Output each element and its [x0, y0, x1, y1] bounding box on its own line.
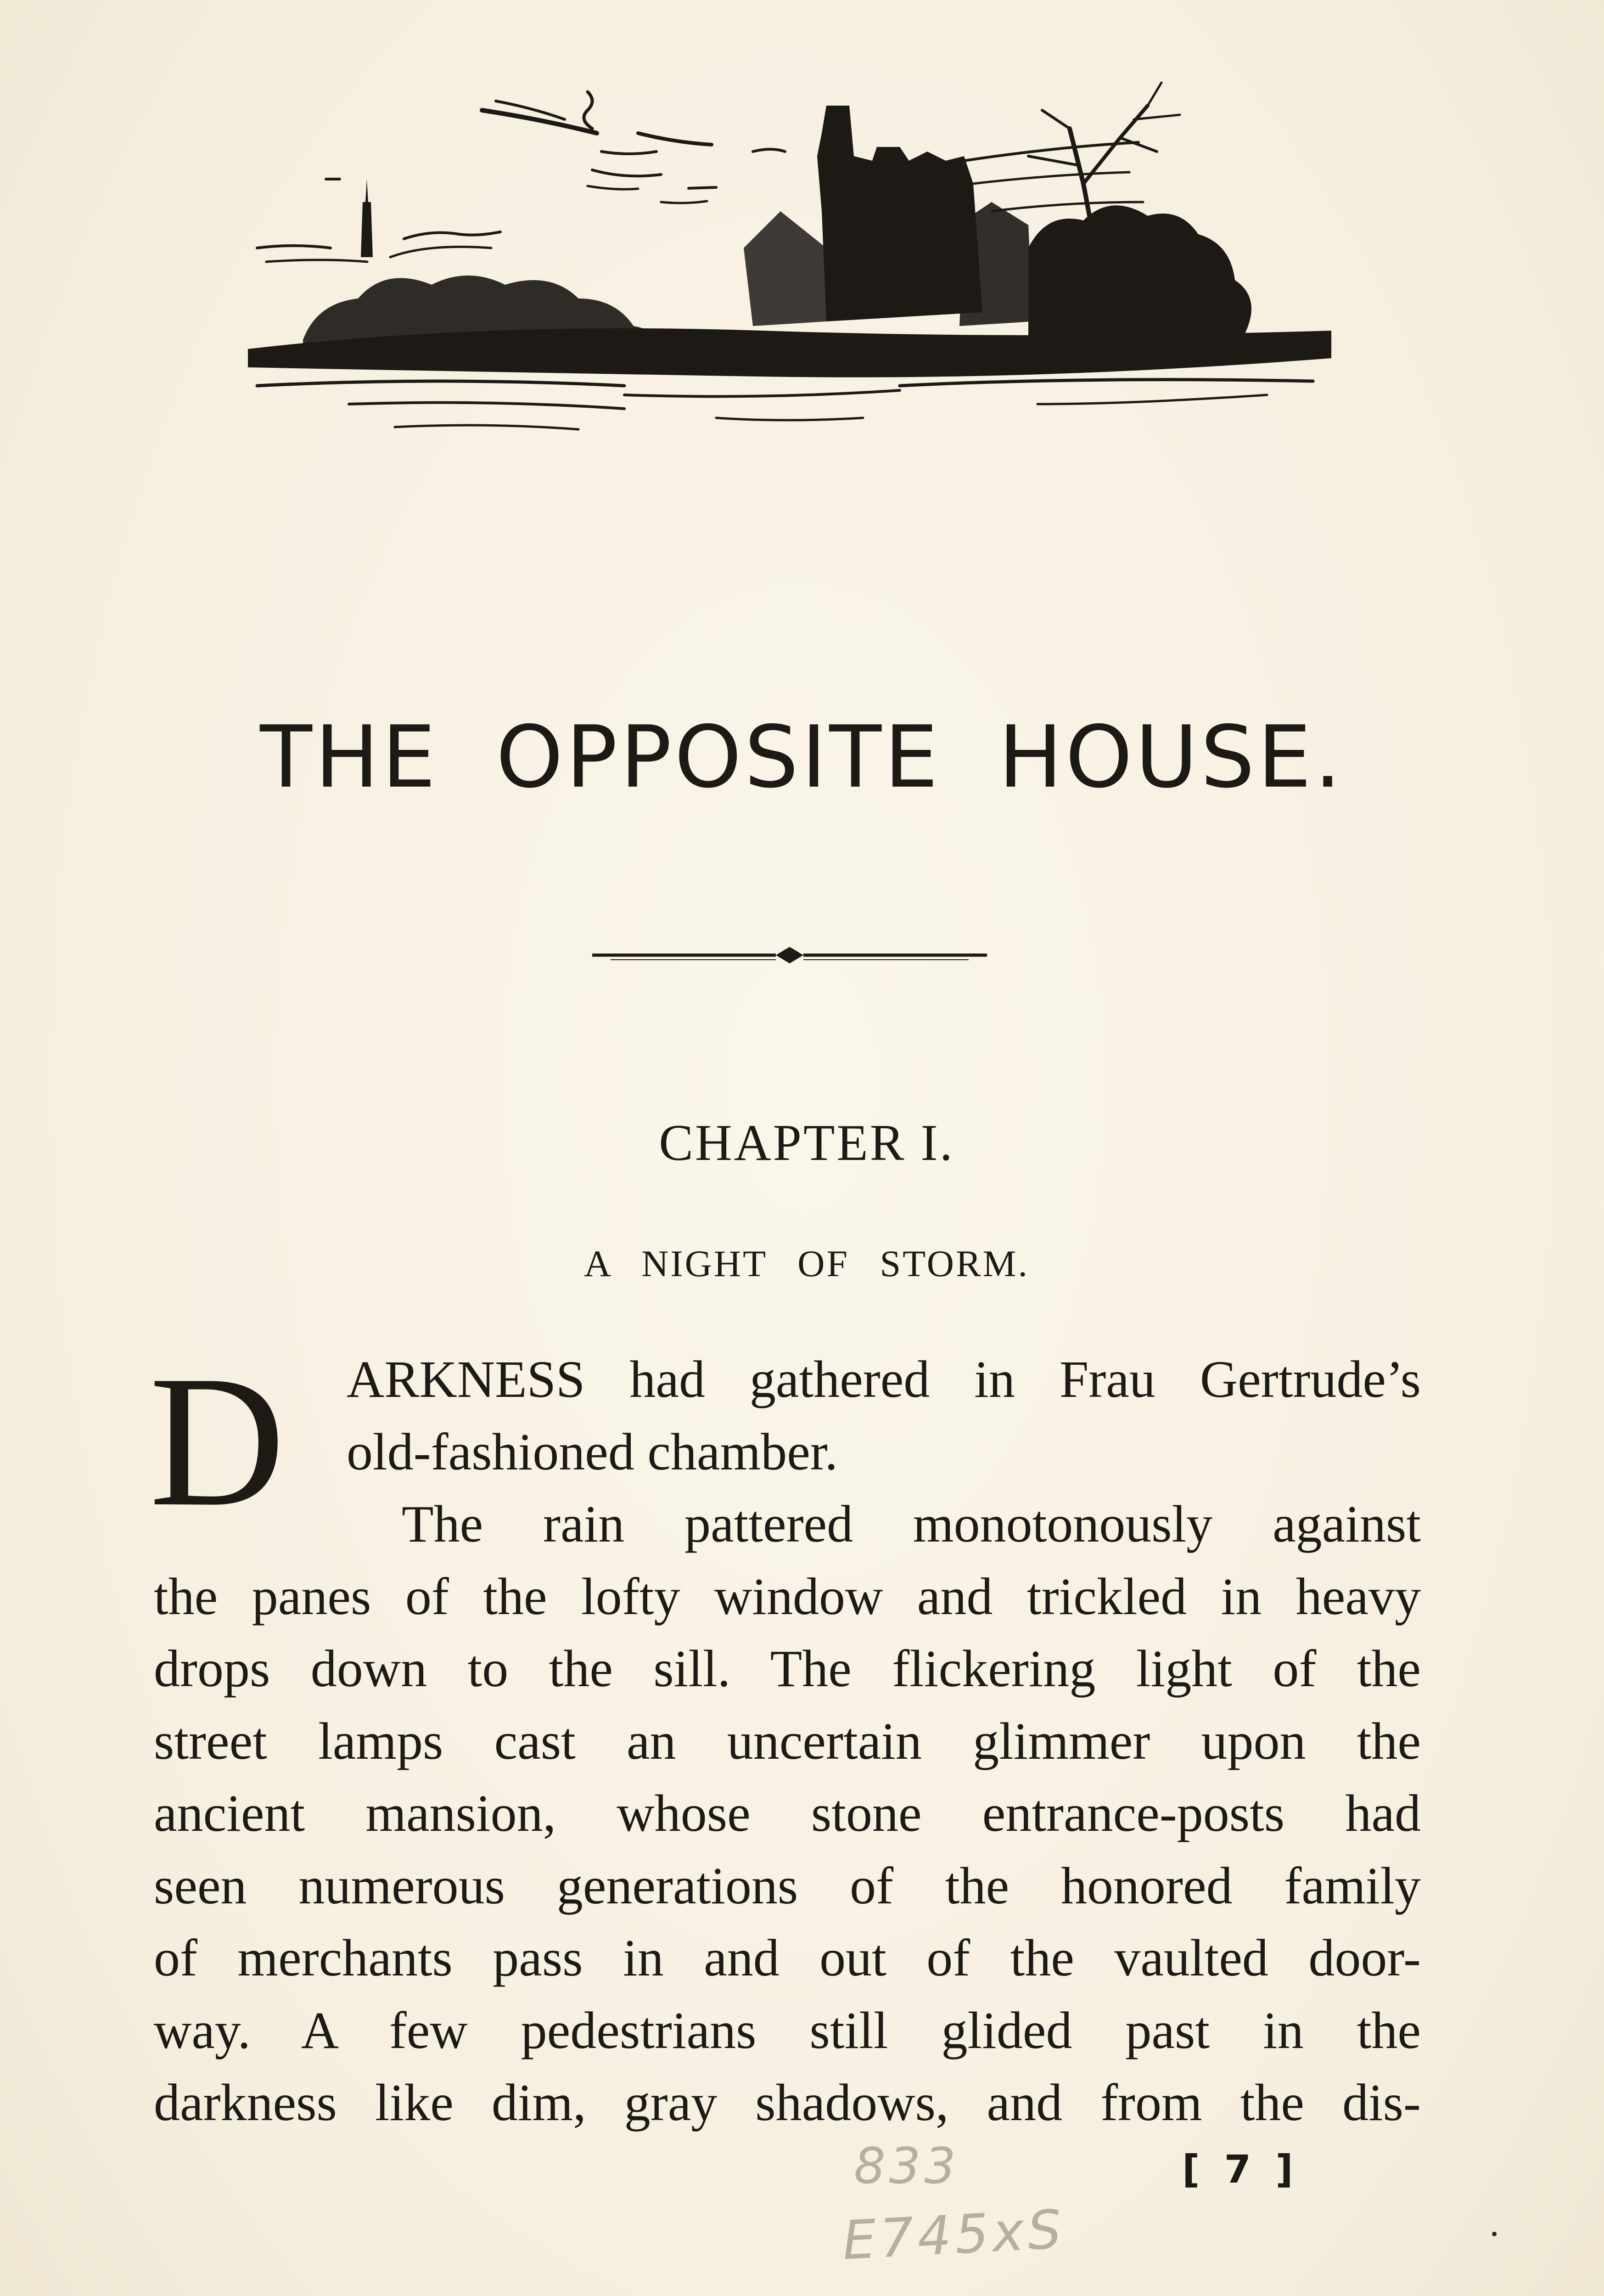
chapter-heading: CHAPTER I.: [659, 1114, 954, 1171]
text-line: The rain pattered monotonously against: [402, 1495, 1421, 1553]
ruined-tower-landscape-icon: [211, 64, 1359, 478]
text-line: old-fashioned chamber.: [347, 1422, 838, 1481]
text-line: darkness like dim, gray shadows, and from the dis-: [154, 2073, 1421, 2132]
ink-speck: [1492, 2232, 1497, 2236]
chapter-title: A NIGHT OF STORM.: [583, 1243, 1030, 1284]
text-line: street lamps cast an uncertain glimmer upon the: [154, 1711, 1421, 1770]
pencil-note: E745xS: [841, 2198, 1067, 2272]
page-title: THE OPPOSITE HOUSE.: [260, 707, 1344, 807]
body-text: [149, 1337, 1421, 2139]
text-line: way. A few pedestrians still glided past in the: [154, 2001, 1421, 2060]
text-line: drops down to the sill. The flickering light of the: [154, 1639, 1421, 1698]
divider-ornament-icon: [592, 941, 987, 969]
text-line: seen numerous generations of the honored family: [154, 1856, 1421, 1915]
text-line: the panes of the lofty window and trickled in heavy: [154, 1567, 1421, 1626]
text-line: ancient mansion, whose stone entrance-posts had: [154, 1784, 1421, 1842]
text-line: ARKNESS had gathered in Frau Gertrude’s: [347, 1350, 1421, 1408]
text-line: of merchants pass in and out of the vaulted door-: [154, 1929, 1421, 1987]
page-number: [ 7 ]: [1182, 2147, 1299, 2192]
pencil-note: 833: [854, 2138, 960, 2195]
drop-cap: D: [149, 1337, 286, 1545]
